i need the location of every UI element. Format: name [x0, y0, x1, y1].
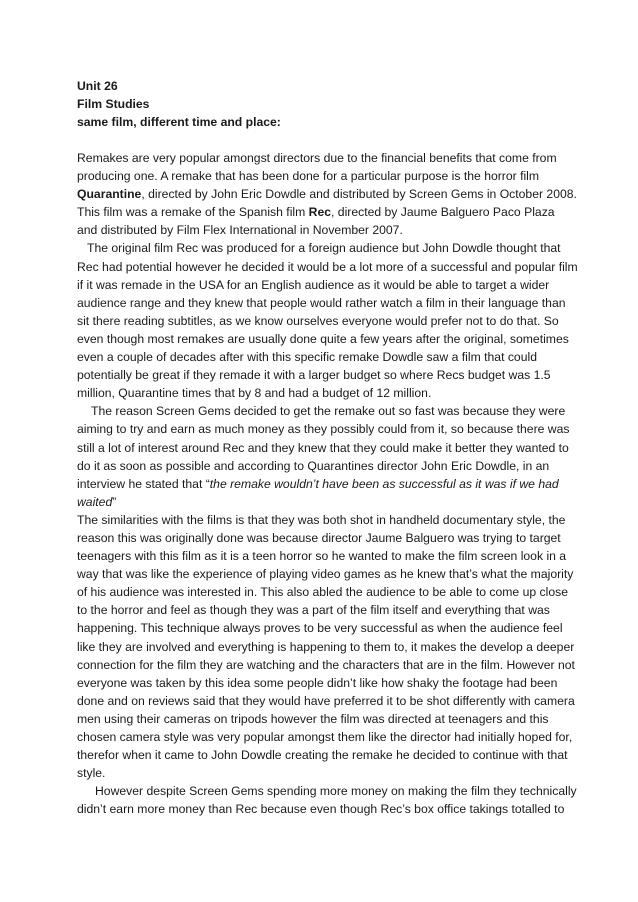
- paragraph-original-film: The original film Rec was produced for a foreign audience but John Dowdle thought that Rec had potential however he decided it would be a lot more of a successful and popular film if it was remade in the USA for an English audience as it would be able to target a wider audience range and they knew that people would rather watch a film in their language than sit there reading subtitles, as we know ourselves everyone would prefer not to do that. So even though most remakes are usually done quite a few years after the original, sometimes even a couple of decades after with this specific remake Dowdle saw a film that could potentially be great if they remade it with a larger budget so where Recs budget was 1.5 million, Quarantine times that by 8 and had a budget of 12 million.: [77, 241, 578, 401]
- film-title-rec: Rec: [308, 205, 332, 220]
- document-body: [77, 149, 578, 818]
- director-quote: the remake wouldn’t have been as successful as it was if we had waited: [77, 476, 559, 509]
- subject-title: Film Studies: [77, 97, 150, 111]
- paragraph-intro: Remakes are very popular amongst directors due to the financial benefits that come from producing one. A remake that has been done for a particular purpose is the horror film Quarantine, directed by John Eric Dowdle and distributed by Screen Gems in October 2008. This film was a remake of the Spanish film Rec, directed by Jaume Balguero Paco Plaza and distributed by Film Flex International in November 2007.: [77, 151, 577, 238]
- topic-title: same film, different time and place:: [77, 115, 281, 129]
- paragraph-box-office: However despite Screen Gems spending more money on making the film they technically didn’t earn more money than Rec because even though Rec’s box office takings totalled to: [77, 784, 577, 817]
- paragraph-similarities: The similarities with the films is that they was both shot in handheld documentary style, the reason this was originally done was because director Jaume Balguero was trying to target teenagers with this film as it is a teen horror so he wanted to make the film screen look in a way that was like the experience of playing video games as he knew that’s what the majority of his audience was interested in. This also abled the audience to be able to come up close to the horror and feel as though they was a part of the film itself and everything that was happening. This technique always proves to be very successful as when the audience feel like they are involved and everything is happening to them to, it makes the develop a deeper connection for the film they are watching and the characters that are in the film. However not everyone was taken by this idea some people didn’t like how shaky the footage had been done and on reviews said that they would have preferred it to be shot differently with camera men using their cameras on tripods however the film was directed at teenagers and this chosen camera style was very popular amongst them like the director had initially hoped for, therefor when it came to John Dowdle creating the remake he decided to continue with that style.: [77, 512, 575, 781]
- document-heading: [77, 77, 578, 131]
- paragraph-remake-reason: The reason Screen Gems decided to get the remake out so fast was because they were aiming to try and earn as much money as they possibly could from it, so because there was still a lot of interest around Rec and they knew that they could make it better they wanted to do it as soon as possible and according to Quarantines director John Eric Dowdle, in an interview he stated that “the remake wouldn’t have been as successful as it was if we had waited”: [77, 404, 570, 509]
- film-title-quarantine: Quarantine: [77, 187, 142, 202]
- unit-title: Unit 26: [77, 79, 118, 93]
